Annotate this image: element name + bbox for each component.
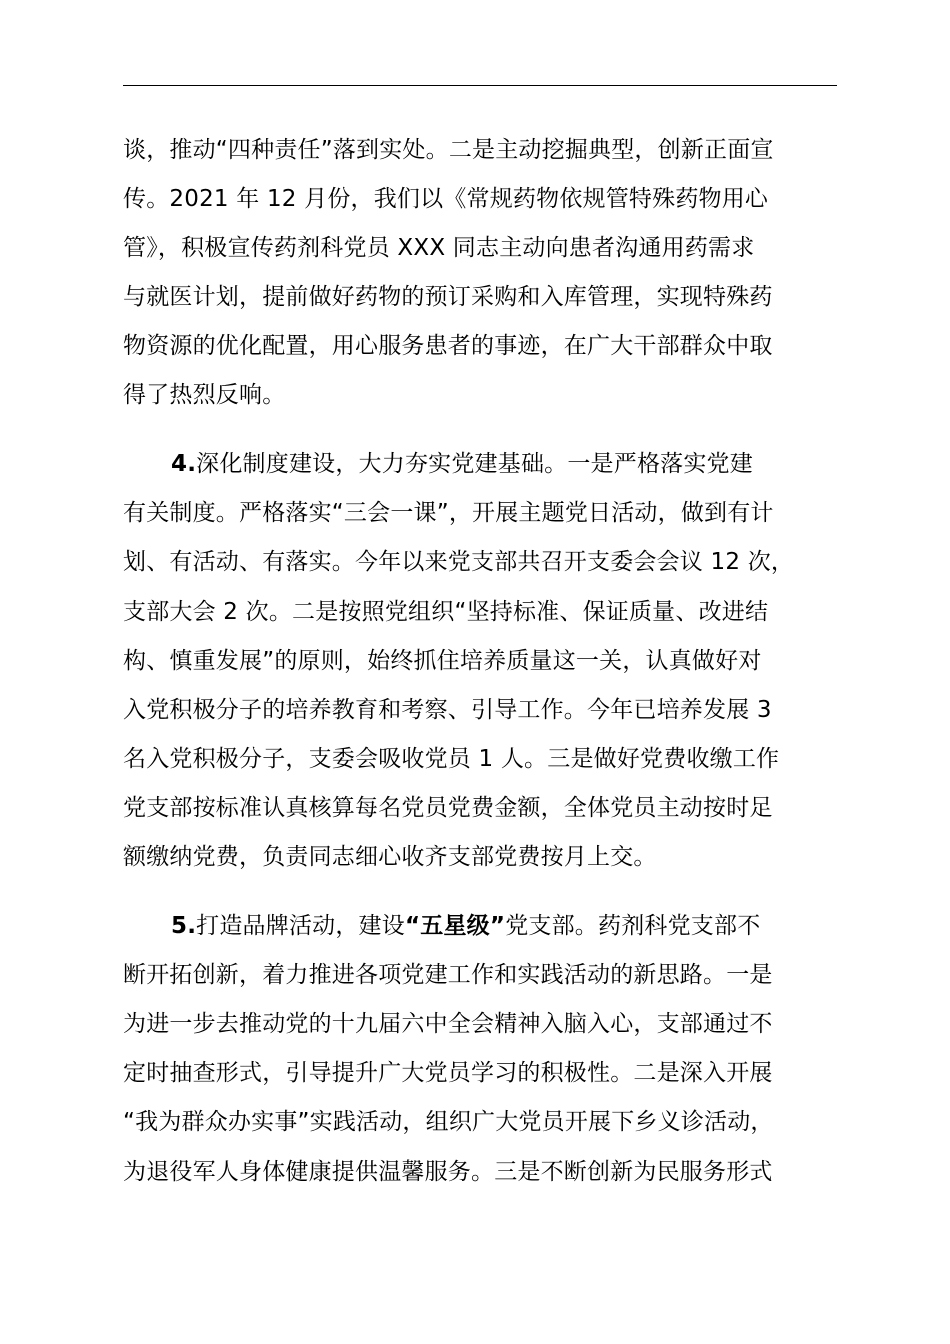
section-5-number: 5. [171, 913, 197, 939]
paragraph-line: 与就医计划，提前做好药物的预订采购和入库管理，实现特殊药 [123, 284, 773, 310]
paragraph-line: 党支部按标准认真核算每名党员党费金额，全体党员主动按时足 [123, 795, 773, 821]
header-rule [123, 85, 837, 86]
paragraph-line: 划、有活动、有落实。今年以来党支部共召开支委会会议 12 次， [123, 549, 795, 575]
paragraph-line: 得了热烈反响。 [123, 382, 286, 408]
paragraph-line: 构、慎重发展”的原则，始终抓住培养质量这一关，认真做好对 [123, 648, 762, 674]
paragraph-line: 传。2021 年 12 月份，我们以《常规药物依规管特殊药物用心 [123, 186, 769, 212]
section-5-heading-line [171, 909, 760, 943]
section-5-title-part-a: 打造品牌活动，建设 [196, 913, 405, 939]
paragraph-line: 为进一步去推动党的十九届六中全会精神入脑入心，支部通过不 [123, 1011, 773, 1037]
paragraph-line: 管》，积极宣传药剂科党员 XXX 同志主动向患者沟通用药需求 [123, 235, 755, 261]
section-4-title: 深化制度建设，大力夯实党建基础。一是严格落实党建 [196, 451, 753, 477]
section-4-heading-line [171, 447, 753, 481]
paragraph-line: 支部大会 2 次。二是按照党组织“坚持标准、保证质量、改进结 [123, 599, 769, 625]
paragraph-line: 定时抽查形式，引导提升广大党员学习的积极性。二是深入开展 [123, 1060, 773, 1086]
paragraph-line: 谈，推动“四种责任”落到实处。二是主动挖掘典型，创新正面宣 [123, 137, 774, 163]
paragraph-line: 名入党积极分子，支委会吸收党员 1 人。三是做好党费收缴工作 [123, 746, 780, 772]
paragraph-line: 额缴纳党费，负责同志细心收齐支部党费按月上交。 [123, 844, 657, 870]
paragraph-line: 有关制度。严格落实“三会一课”，开展主题党日活动，做到有计 [123, 500, 774, 526]
paragraph-line: 物资源的优化配置，用心服务患者的事迹，在广大干部群众中取 [123, 333, 773, 359]
paragraph-line: 为退役军人身体健康提供温馨服务。三是不断创新为民服务形式 [123, 1159, 773, 1185]
paragraph-line: 断开拓创新，着力推进各项党建工作和实践活动的新思路。一是 [123, 962, 773, 988]
paragraph-line: 入党积极分子的培养教育和考察、引导工作。今年已培养发展 3 [123, 697, 772, 723]
paragraph-line: “我为群众办实事”实践活动，组织广大党员开展下乡义诊活动， [123, 1109, 774, 1135]
section-5-title-part-b: 党支部。药剂科党支部不 [505, 913, 761, 939]
section-5-title-bold: “五星级” [404, 913, 506, 939]
section-4-number: 4. [171, 451, 197, 477]
